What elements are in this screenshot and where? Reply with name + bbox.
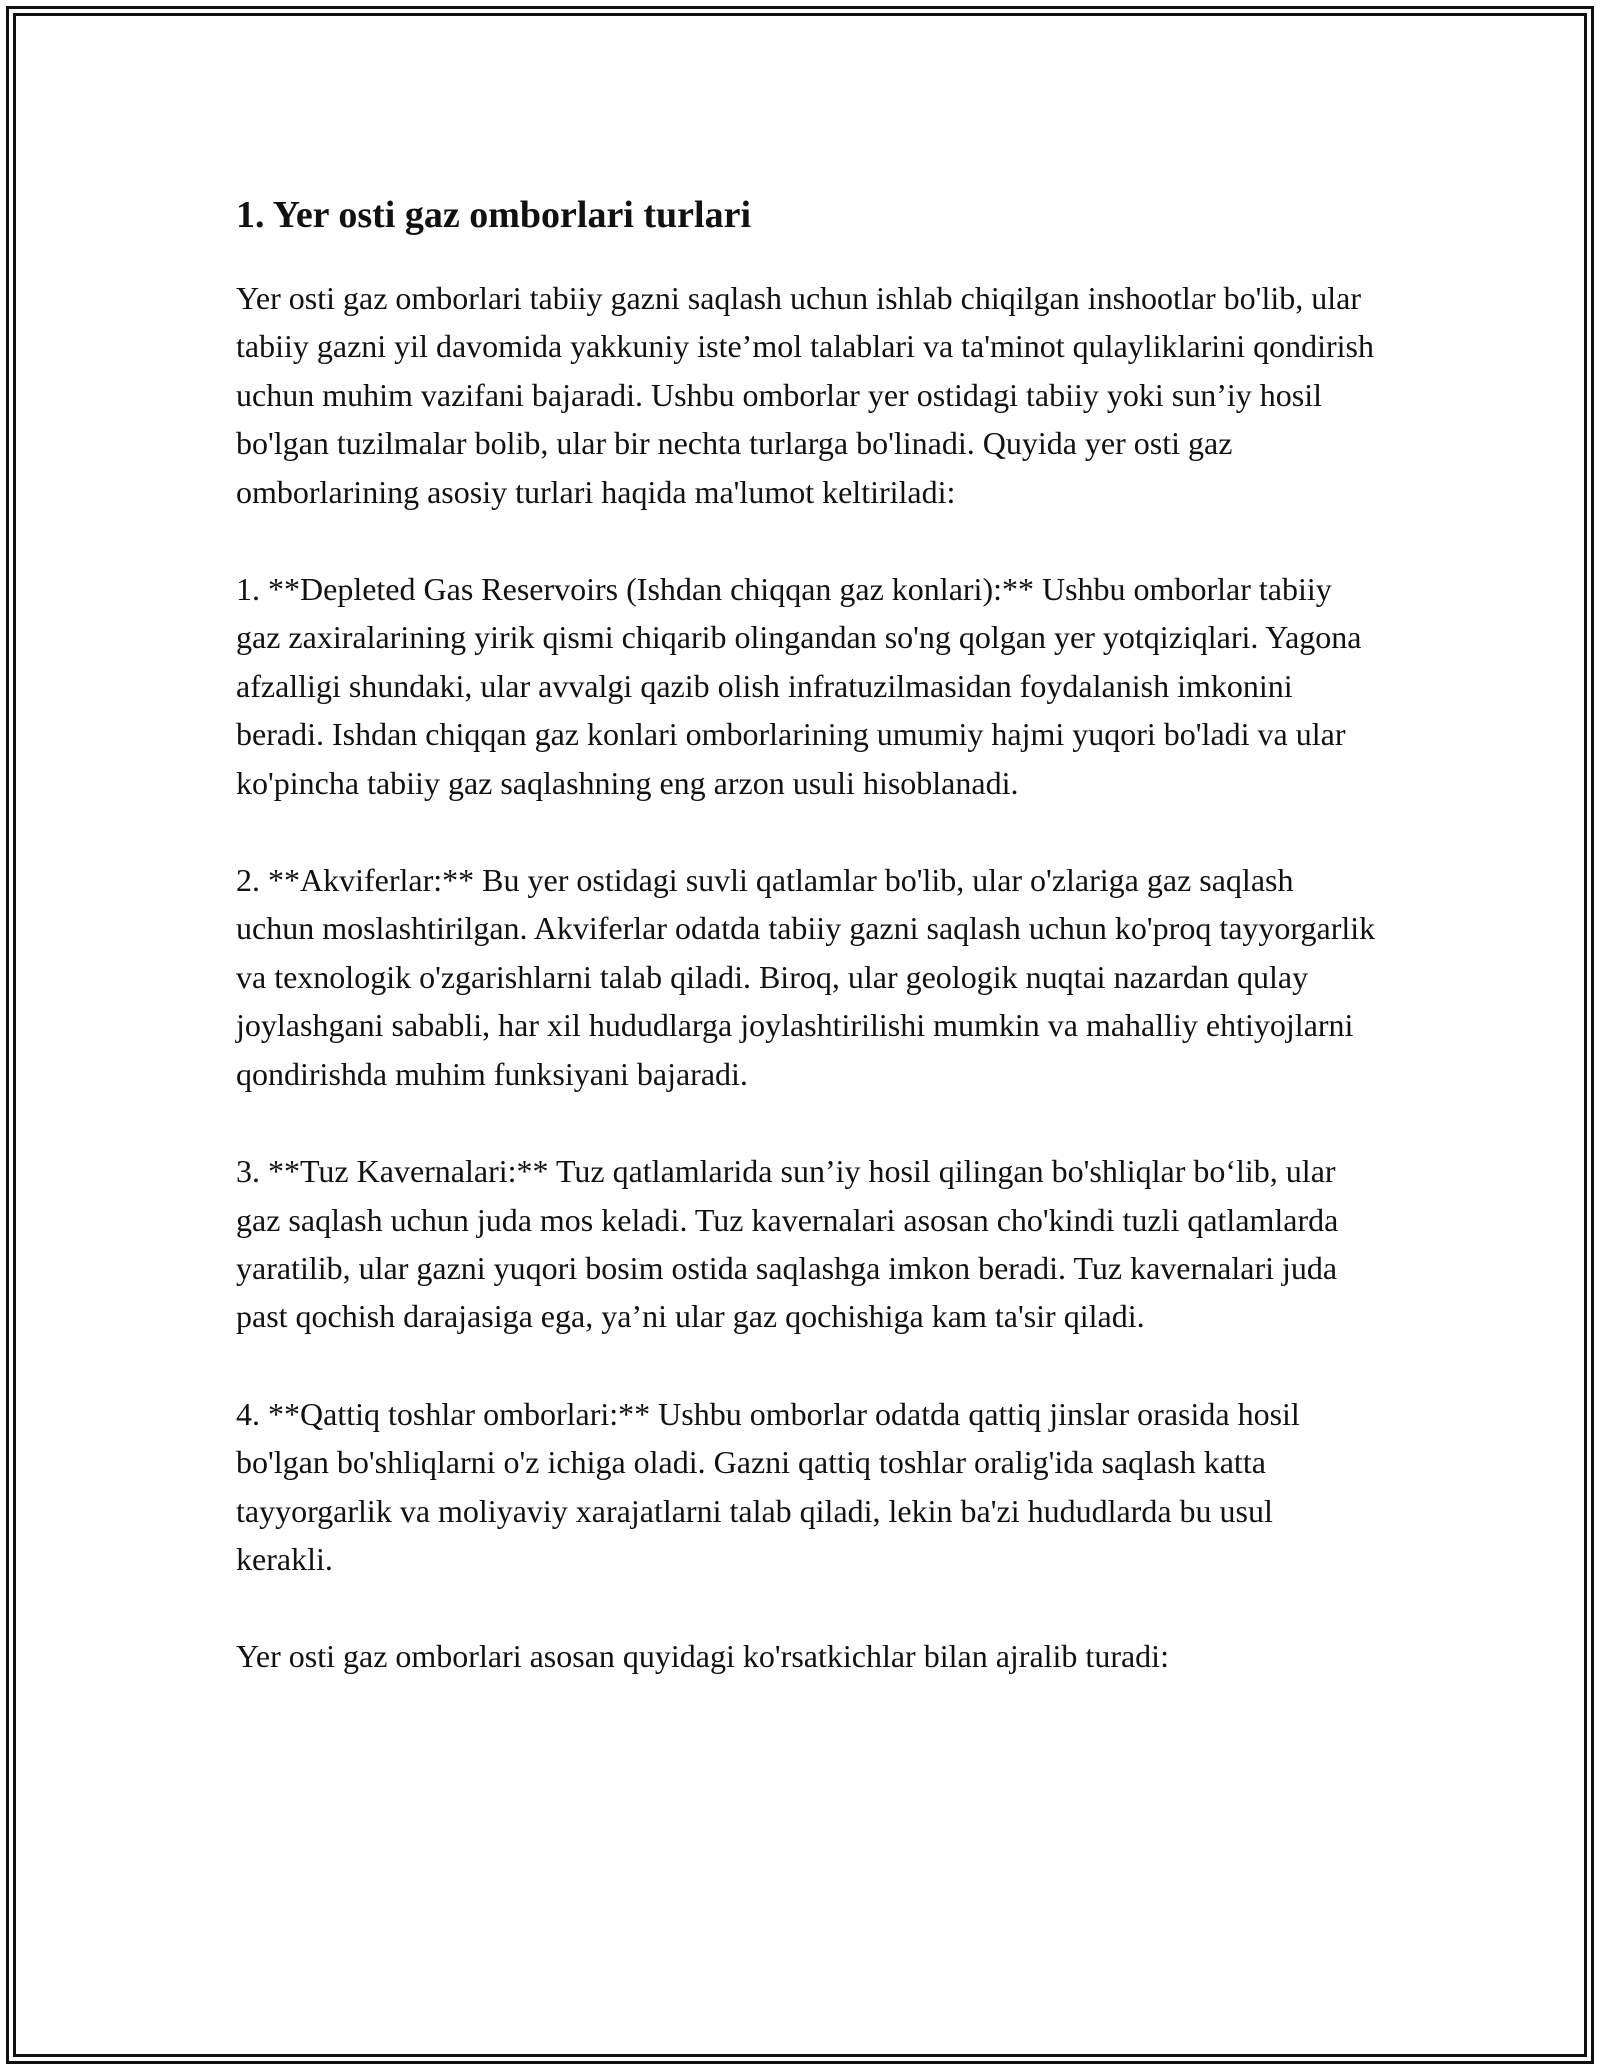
paragraph-closing: Yer osti gaz omborlari asosan quyidagi ko'rsatkichlar bilan ajralib turadi: [236,1638,1169,1675]
document-body [236,184,1376,1681]
paragraph-depleted-reservoirs: 1. **Depleted Gas Reservoirs (Ishdan chiqqan gaz konlari):** Ushbu omborlar tabiiy gaz zaxiralarining yirik qismi chiqarib olingandan so'ng qolgan yer yotqiziqlari. Yagona afzalligi shundaki, ular avvalgi qazib olish infratuzilmasidan foydalanish imkonini beradi. Ishdan chiqqan gaz konlari omborlarining umumiy hajmi yuqori bo'ladi va ular ko'pincha tabiiy gaz saqlashning eng arzon usuli hisoblanadi. [236,571,1362,801]
paragraph-aquifers: 2. **Akviferlar:** Bu yer ostidagi suvli qatlamlar bo'lib, ular o'zlariga gaz saqlash uchun moslashtirilgan. Akviferlar odatda tabiiy gazni saqlash uchun ko'proq tayyorgarlik va texnologik o'zgarishlarni talab qiladi. Biroq, ular geologik nuqtai nazardan qulay joylashgani sababli, har xil hududlarga joylashtirilishi mumkin va mahalliy ehtiyojlarni qondirishda muhim funksiyani bajaradi. [236,862,1376,1092]
paragraph-intro: Yer osti gaz omborlari tabiiy gazni saqlash uchun ishlab chiqilgan inshootlar bo'lib, ular tabiiy gazni yil davomida yakkuniy iste’mol talablari va ta'minot qulayliklarini qondirish uchun muhim vazifani bajaradi. Ushbu omborlar yer ostidagi tabiiy yoki sun’iy hosil bo'lgan tuzilmalar bolib, ular bir nechta turlarga bo'linadi. Quyida yer osti gaz omborlarining asosiy turlari haqida ma'lumot keltiriladi: [236,280,1374,510]
paragraph-hard-rock: 4. **Qattiq toshlar omborlari:** Ushbu omborlar odatda qattiq jinslar orasida hosil bo'lgan bo'shliqlarni o'z ichiga oladi. Gazni qattiq toshlar oralig'ida saqlash katta tayyorgarlik va moliyaviy xarajatlarni talab qiladi, lekin ba'zi hududlarda bu usul kerakli. [236,1395,1300,1577]
paragraph-salt-caverns: 3. **Tuz Kavernalari:** Tuz qatlamlarida sun’iy hosil qilingan bo'shliqlar bo‘lib, ular gaz saqlash uchun juda mos keladi. Tuz kavernalari asosan cho'kindi tuzli qatlamlarda yaratilib, ular gazni yuqori bosim ostida saqlashga imkon beradi. Tuz kavernalari juda past qochish darajasiga ega, ya’ni ular gaz qochishiga kam ta'sir qiladi. [236,1153,1339,1335]
section-heading: 1. Yer osti gaz omborlari turlari [236,194,752,236]
